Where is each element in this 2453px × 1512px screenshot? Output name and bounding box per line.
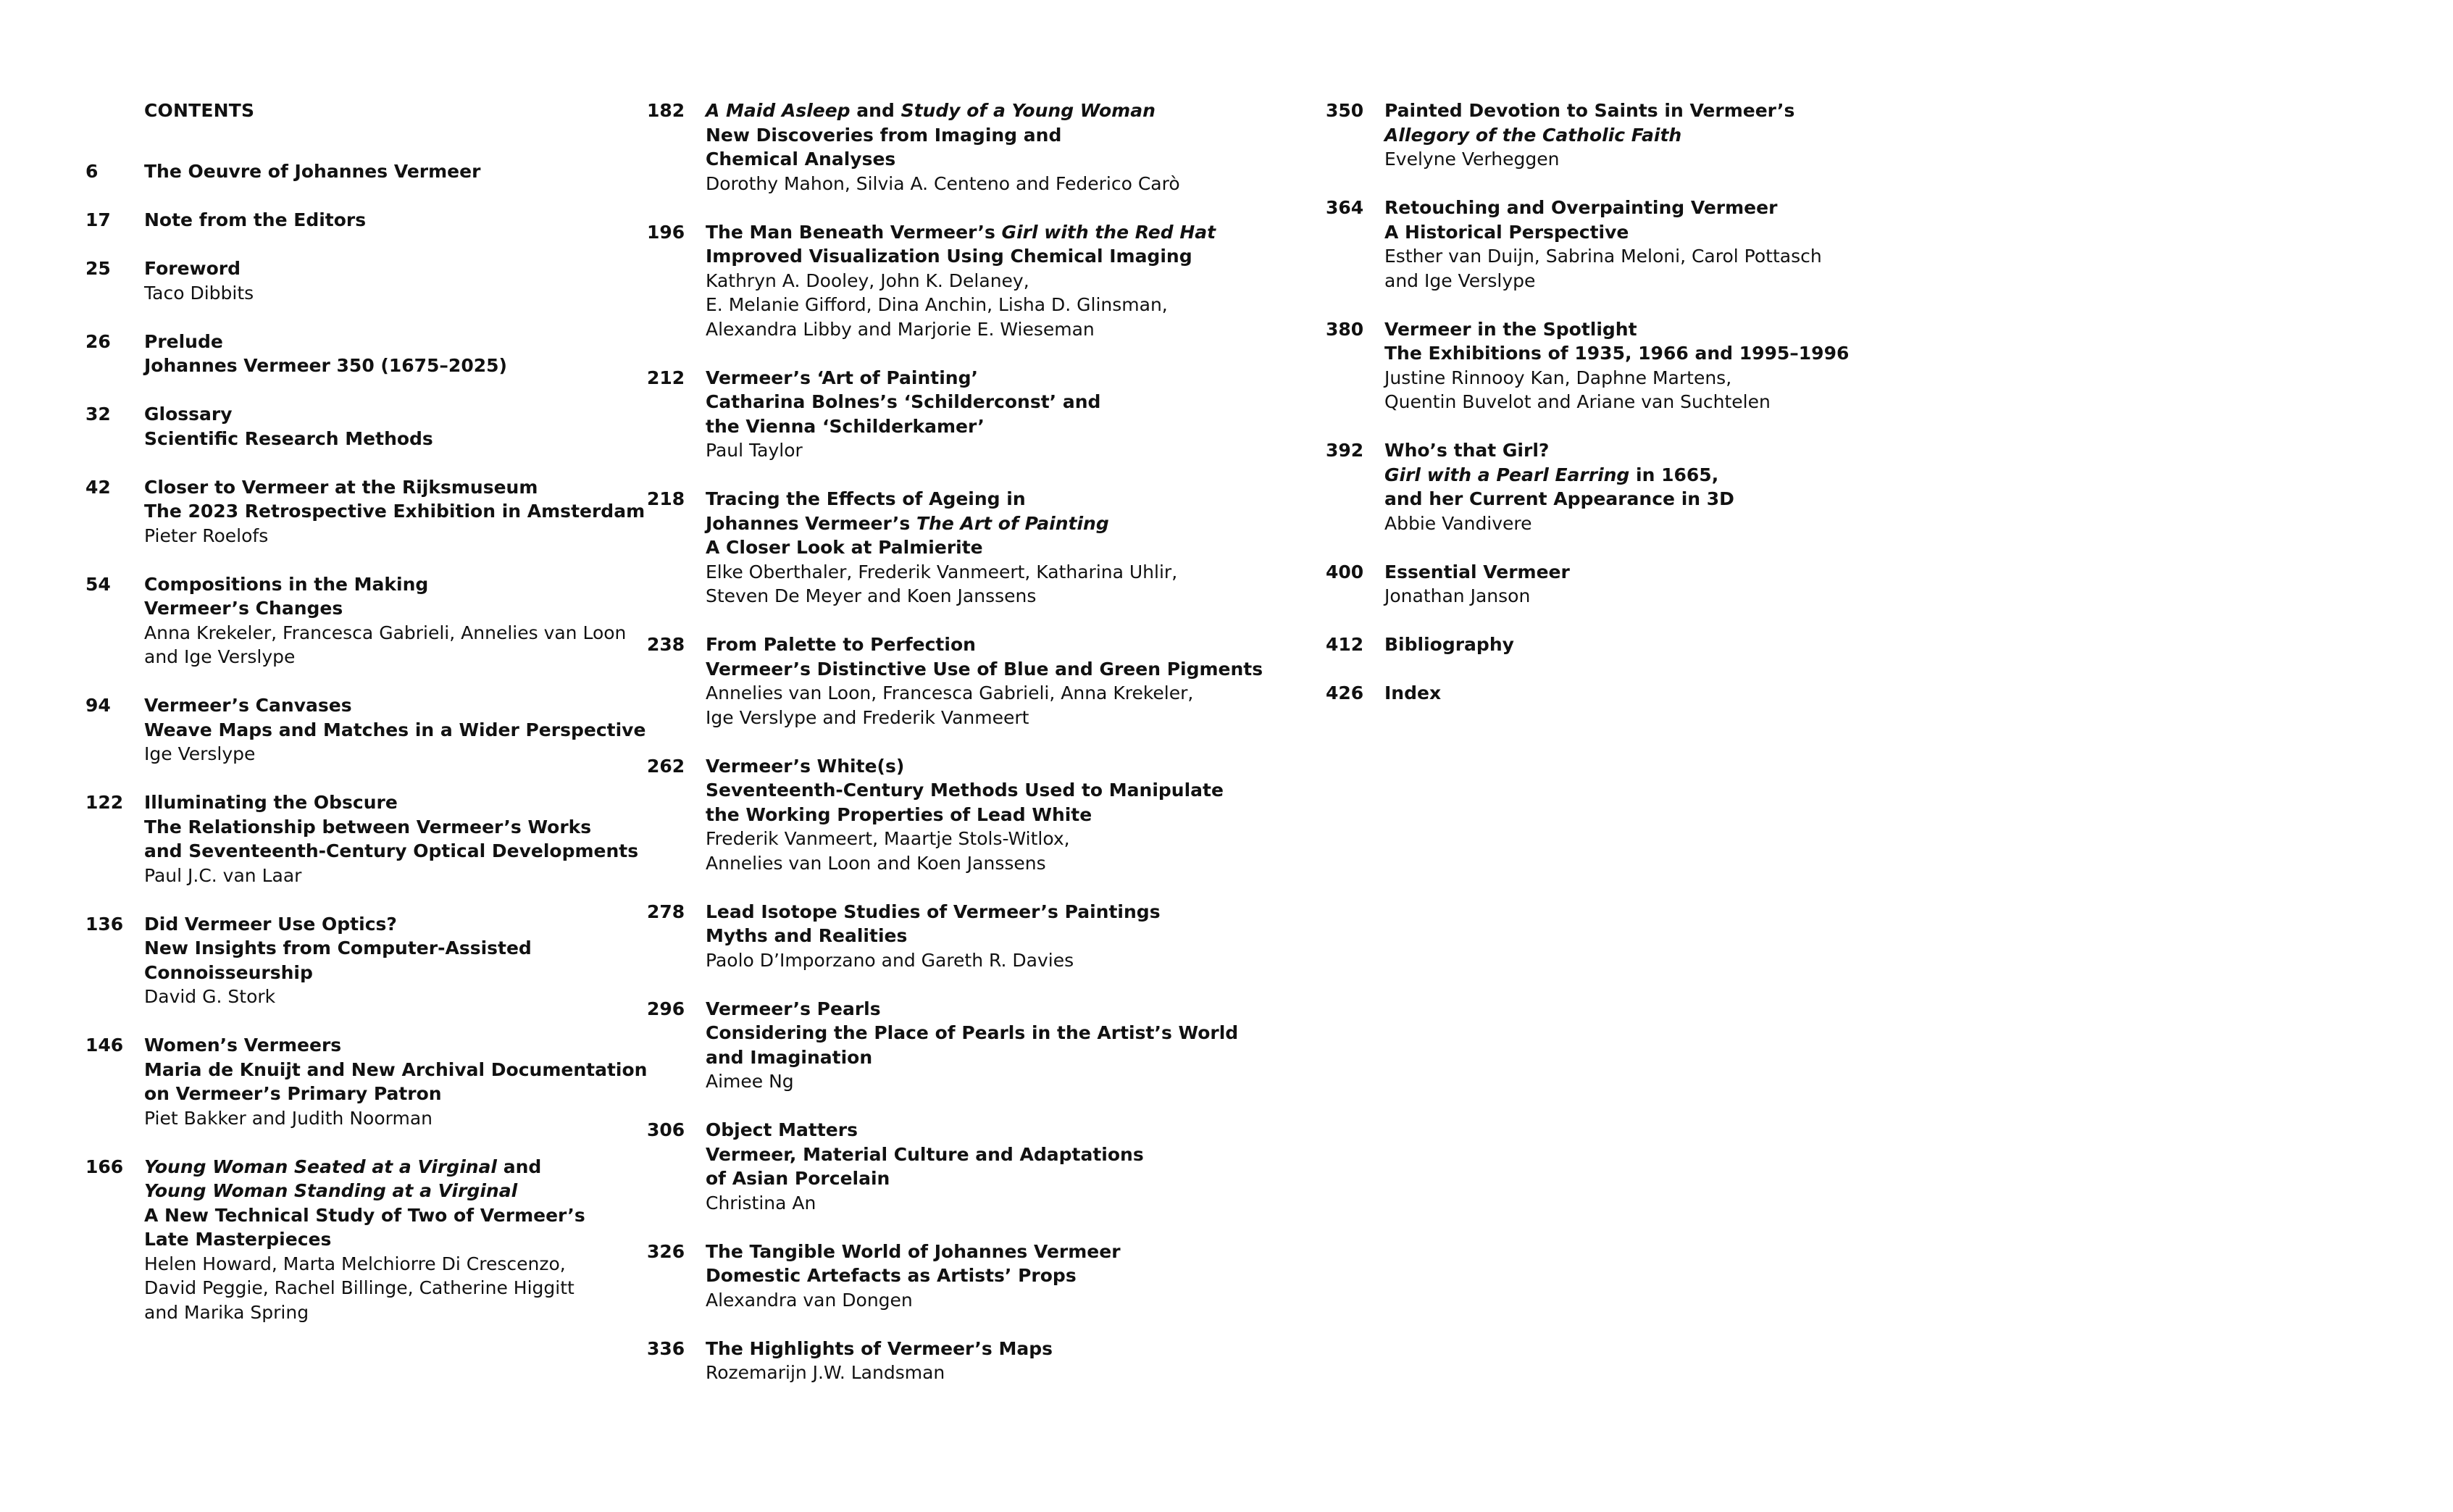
- toc-page-number: 238: [647, 634, 685, 655]
- toc-author-line: [144, 281, 254, 306]
- toc-page-number: 278: [647, 901, 685, 922]
- toc-text: Ige Verslype and Frederik Vanmeert: [706, 706, 1029, 728]
- toc-text: Abbie Vandivere: [1384, 512, 1532, 534]
- toc-author-line: [144, 645, 626, 669]
- toc-title-line: [706, 244, 1216, 269]
- toc-entry-text: [1384, 438, 1734, 535]
- toc-entry-text: [706, 632, 1263, 730]
- toc-title-line: [144, 693, 645, 718]
- toc-title-line: [144, 839, 638, 864]
- toc-page-number: 400: [1326, 561, 1364, 582]
- toc-title-line: [1384, 463, 1734, 488]
- toc-text: Improved Visualization Using Chemical Imaging: [706, 246, 1192, 267]
- toc-text: The Oeuvre of Johannes Vermeer: [144, 161, 481, 182]
- toc-entry-text: [1384, 632, 1514, 657]
- toc-title-line: [144, 256, 254, 281]
- toc-author-line: [706, 1361, 1053, 1385]
- toc-author-line: [144, 1252, 585, 1277]
- toc-text: Dorothy Mahon, Silvia A. Centeno and Federico Carò: [706, 172, 1180, 194]
- toc-entry-text: [144, 693, 645, 767]
- toc-entry-text: [144, 330, 507, 378]
- toc-text: Essential Vermeer: [1384, 561, 1570, 582]
- toc-entry-text: [144, 1155, 585, 1325]
- toc-entry-text: [144, 475, 645, 548]
- toc-entry-text: [144, 1033, 647, 1130]
- toc-entry-text: [706, 487, 1177, 609]
- toc-text: in 1665,: [1629, 464, 1719, 485]
- toc-title-line: [1384, 99, 1794, 123]
- toc-author-line: [706, 1191, 1144, 1216]
- toc-title-line: [706, 997, 1238, 1022]
- toc-text: Christina An: [706, 1192, 816, 1214]
- toc-author-line: [1384, 390, 1849, 414]
- toc-entry-text: [144, 256, 254, 305]
- toc-title-line: [706, 147, 1180, 172]
- toc-title-line: [706, 1118, 1144, 1143]
- toc-author-line: [144, 985, 532, 1009]
- toc-title-line: [706, 900, 1161, 924]
- toc-text: Jonathan Janson: [1384, 585, 1531, 606]
- toc-text: Johannes Vermeer’s: [706, 512, 916, 534]
- toc-author-line: [706, 584, 1177, 609]
- toc-page-number: 296: [647, 998, 685, 1019]
- toc-text: Women’s Vermeers: [144, 1035, 342, 1056]
- toc-page-number: 42: [85, 476, 111, 498]
- toc-text: Domestic Artefacts as Artists’ Props: [706, 1265, 1077, 1286]
- toc-text: and Marika Spring: [144, 1301, 309, 1323]
- toc-text: Myths and Realities: [706, 925, 908, 946]
- toc-text: Painted Devotion to Saints in Vermeer’s: [1384, 100, 1795, 121]
- toc-author-line: [1384, 584, 1570, 609]
- toc-page-number: 212: [647, 367, 685, 388]
- toc-author-line: [144, 742, 645, 767]
- toc-title-line: [144, 572, 626, 597]
- toc-text: Weave Maps and Matches in a Wider Perspective: [144, 719, 646, 740]
- toc-author-line: [706, 438, 1100, 463]
- toc-text: Evelyne Verheggen: [1384, 149, 1560, 170]
- toc-text: Paul J.C. van Laar: [144, 864, 302, 886]
- toc-page-number: 392: [1326, 440, 1364, 461]
- toc-title-line: [144, 475, 645, 500]
- toc-page-number: 218: [647, 488, 685, 509]
- toc-text: Chemical Analyses: [706, 149, 896, 170]
- toc-author-line: [706, 560, 1177, 585]
- toc-text: Lead Isotope Studies of Vermeer’s Paintings: [706, 901, 1161, 922]
- toc-title-line: [706, 99, 1180, 123]
- toc-author-line: [1384, 269, 1822, 293]
- toc-text: and Ige Verslype: [1384, 270, 1536, 291]
- toc-entry-text: [706, 900, 1161, 973]
- toc-text: The Relationship between Vermeer’s Works: [144, 816, 592, 838]
- toc-title-line: [1384, 632, 1514, 657]
- toc-title-line: [706, 1240, 1121, 1264]
- toc-text: Prelude: [144, 330, 223, 352]
- toc-author-line: [706, 827, 1224, 851]
- toc-text: Note from the Editors: [144, 209, 367, 230]
- toc-title-line: [144, 961, 532, 985]
- toc-author-line: [144, 1276, 585, 1300]
- italic-work-title: Young Woman Standing at a Virginal: [144, 1180, 518, 1201]
- toc-author-line: [706, 269, 1216, 293]
- toc-author-line: [144, 1106, 647, 1131]
- toc-text: Elke Oberthaler, Frederik Vanmeert, Katharina Uhlir,: [706, 561, 1178, 582]
- toc-entry-text: [706, 1118, 1144, 1215]
- toc-author-line: [1384, 366, 1849, 390]
- toc-text: Pieter Roelofs: [144, 525, 269, 546]
- toc-title-line: [144, 1179, 585, 1203]
- toc-text: Foreword: [144, 258, 241, 279]
- toc-text: Paul Taylor: [706, 440, 803, 461]
- toc-page-number: 17: [85, 209, 111, 230]
- toc-author-line: [706, 172, 1180, 196]
- toc-title-line: [144, 1203, 585, 1228]
- toc-text: and Ige Verslype: [144, 646, 296, 667]
- toc-title-line: [706, 220, 1216, 245]
- toc-text: A Closer Look at Palmierite: [706, 537, 983, 558]
- toc-text: Connoisseurship: [144, 961, 313, 983]
- toc-title-line: [144, 596, 626, 621]
- toc-text: and Imagination: [706, 1046, 873, 1068]
- toc-page-number: 136: [85, 913, 124, 935]
- italic-work-title: A Maid Asleep: [706, 100, 851, 121]
- toc-title-line: [706, 1337, 1053, 1361]
- toc-entry-text: [144, 572, 626, 669]
- toc-text: David G. Stork: [144, 986, 276, 1007]
- toc-entry-text: [706, 1240, 1121, 1313]
- toc-title-line: [144, 330, 507, 354]
- toc-title-line: [144, 815, 638, 840]
- toc-title-line: [1384, 487, 1734, 511]
- toc-title-line: [144, 402, 433, 427]
- toc-text: Alexandra Libby and Marjorie E. Wieseman: [706, 318, 1095, 340]
- toc-page-number: 412: [1326, 634, 1364, 655]
- toc-page-number: 364: [1326, 197, 1364, 218]
- toc-page-number: 196: [647, 221, 685, 243]
- toc-text: Vermeer in the Spotlight: [1384, 318, 1637, 340]
- toc-title-line: [706, 487, 1177, 511]
- toc-text: Justine Rinnooy Kan, Daphne Martens,: [1384, 367, 1732, 388]
- toc-text: Retouching and Overpainting Vermeer: [1384, 197, 1778, 218]
- toc-page-number: 262: [647, 755, 685, 777]
- toc-text: Alexandra van Dongen: [706, 1289, 913, 1311]
- toc-page-number: 336: [647, 1337, 685, 1359]
- toc-title-line: [1384, 317, 1849, 342]
- toc-text: of Asian Porcelain: [706, 1168, 890, 1189]
- toc-title-line: [144, 499, 645, 524]
- toc-title-line: [144, 427, 433, 451]
- toc-text: A Historical Perspective: [1384, 221, 1629, 243]
- toc-text: Johannes Vermeer 350 (1675–2025): [144, 355, 507, 376]
- toc-title-line: [1384, 560, 1570, 585]
- toc-text: The Man Beneath Vermeer’s: [706, 221, 1002, 243]
- toc-text: Rozemarijn J.W. Landsman: [706, 1362, 945, 1383]
- toc-title-line: [144, 208, 366, 233]
- toc-text: E. Melanie Gifford, Dina Anchin, Lisha D. Glinsman,: [706, 294, 1168, 315]
- toc-page-number: 6: [85, 161, 99, 182]
- toc-page-number: 182: [647, 100, 685, 121]
- toc-text: Annelies van Loon and Koen Janssens: [706, 852, 1046, 874]
- toc-title-line: [1384, 220, 1822, 245]
- toc-text: Taco Dibbits: [144, 282, 254, 304]
- toc-text: Considering the Place of Pearls in the Artist’s World: [706, 1022, 1239, 1043]
- italic-work-title: Young Woman Seated at a Virginal: [144, 1156, 497, 1177]
- toc-title-line: [706, 414, 1100, 439]
- toc-text: Closer to Vermeer at the Rijksmuseum: [144, 476, 538, 498]
- toc-text: Vermeer’s Changes: [144, 598, 343, 619]
- toc-text: Maria de Knuijt and New Archival Documentation: [144, 1058, 648, 1080]
- toc-page-number: 426: [1326, 682, 1364, 703]
- toc-title-line: [706, 366, 1100, 390]
- toc-title-line: [144, 1033, 647, 1058]
- toc-text: Late Masterpieces: [144, 1229, 332, 1250]
- toc-text: Piet Bakker and Judith Noorman: [144, 1107, 432, 1129]
- italic-work-title: Allegory of the Catholic Faith: [1384, 124, 1682, 146]
- toc-text: and: [497, 1156, 542, 1177]
- toc-text: New Insights from Computer-Assisted: [144, 937, 532, 958]
- toc-text: Seventeenth-Century Methods Used to Manipulate: [706, 780, 1224, 801]
- toc-text: Ige Verslype: [144, 743, 256, 764]
- toc-text: Illuminating the Obscure: [144, 792, 398, 813]
- toc-page-number: 25: [85, 258, 111, 279]
- toc-text: Compositions in the Making: [144, 573, 429, 595]
- toc-text: Aimee Ng: [706, 1071, 794, 1092]
- toc-title-line: [144, 354, 507, 378]
- toc-title-line: [144, 718, 645, 743]
- toc-title-line: [144, 790, 638, 815]
- toc-text: Did Vermeer Use Optics?: [144, 913, 397, 935]
- toc-text: Esther van Duijn, Sabrina Meloni, Carol Pottasch: [1384, 246, 1822, 267]
- toc-text: on Vermeer’s Primary Patron: [144, 1083, 442, 1104]
- toc-author-line: [706, 1288, 1121, 1313]
- toc-entry-text: [706, 997, 1238, 1094]
- toc-text: the Working Properties of Lead White: [706, 803, 1092, 825]
- toc-author-line: [144, 524, 645, 548]
- toc-author-line: [144, 864, 638, 888]
- toc-author-line: [706, 1069, 1238, 1094]
- toc-text: and her Current Appearance in 3D: [1384, 488, 1734, 509]
- toc-title-line: [144, 936, 532, 961]
- toc-title-line: [706, 535, 1177, 560]
- toc-page-number: 326: [647, 1240, 685, 1262]
- toc-author-line: [1384, 244, 1822, 269]
- toc-title-line: [706, 803, 1224, 827]
- toc-title-line: [706, 657, 1263, 682]
- toc-title-line: [706, 1045, 1238, 1070]
- toc-text: Anna Krekeler, Francesca Gabrieli, Annelies van Loon: [144, 622, 627, 643]
- toc-entry-text: [1384, 99, 1794, 172]
- toc-text: Vermeer, Material Culture and Adaptations: [706, 1143, 1144, 1165]
- toc-page-number: 94: [85, 695, 111, 716]
- toc-text: Vermeer’s White(s): [706, 755, 905, 777]
- toc-author-line: [706, 706, 1263, 730]
- toc-title-line: [706, 1264, 1121, 1288]
- toc-page-number: 32: [85, 404, 111, 425]
- toc-page-number: 380: [1326, 318, 1364, 340]
- toc-title-line: [706, 754, 1224, 779]
- toc-text: Who’s that Girl?: [1384, 440, 1550, 461]
- toc-title-line: [144, 1082, 647, 1106]
- toc-entry-text: [144, 208, 366, 233]
- toc-page-number: 26: [85, 330, 111, 352]
- toc-page-number: 350: [1326, 100, 1364, 121]
- toc-title-line: [706, 1021, 1238, 1045]
- toc-text: Kathryn A. Dooley, John K. Delaney,: [706, 270, 1029, 291]
- toc-page-number: 122: [85, 792, 124, 813]
- toc-text: Vermeer’s Distinctive Use of Blue and Green Pigments: [706, 658, 1263, 680]
- italic-work-title: The Art of Painting: [916, 512, 1109, 534]
- italic-work-title: Girl with a Pearl Earring: [1384, 464, 1630, 485]
- toc-text: Steven De Meyer and Koen Janssens: [706, 585, 1037, 606]
- toc-author-line: [1384, 511, 1734, 536]
- toc-author-line: [706, 293, 1216, 317]
- toc-entry-text: [144, 402, 433, 451]
- toc-entry-text: [706, 99, 1180, 196]
- toc-text: the Vienna ‘Schilderkamer’: [706, 415, 985, 437]
- toc-text: The 2023 Retrospective Exhibition in Amsterdam: [144, 501, 645, 522]
- toc-text: David Peggie, Rachel Billinge, Catherine Higgitt: [144, 1277, 574, 1298]
- toc-title-line: [1384, 341, 1849, 366]
- toc-title-line: [706, 924, 1161, 948]
- toc-entry-text: [706, 754, 1224, 876]
- toc-author-line: [1384, 147, 1794, 172]
- toc-text: Tracing the Effects of Ageing in: [706, 488, 1026, 509]
- toc-text: Scientific Research Methods: [144, 427, 433, 449]
- toc-entry-text: [1384, 196, 1822, 293]
- toc-title-line: [706, 778, 1224, 803]
- toc-text: Object Matters: [706, 1119, 858, 1140]
- toc-author-line: [706, 851, 1224, 876]
- toc-title-line: [706, 1143, 1144, 1167]
- toc-text: and: [850, 100, 901, 121]
- contents-heading: CONTENTS: [144, 100, 255, 121]
- italic-work-title: Study of a Young Woman: [900, 100, 1156, 121]
- toc-title-line: [144, 1155, 585, 1179]
- toc-text: New Discoveries from Imaging and: [706, 124, 1062, 146]
- toc-author-line: [144, 621, 626, 646]
- toc-text: Vermeer’s Pearls: [706, 998, 881, 1019]
- toc-text: Vermeer’s Canvases: [144, 695, 352, 716]
- toc-entry-text: [706, 220, 1216, 342]
- toc-text: A New Technical Study of Two of Vermeer’s: [144, 1204, 585, 1226]
- toc-page-number: 306: [647, 1119, 685, 1140]
- toc-author-line: [706, 681, 1263, 706]
- toc-entry-text: [144, 790, 638, 887]
- toc-title-line: [1384, 681, 1441, 706]
- toc-title-line: [144, 912, 532, 937]
- toc-title-line: [1384, 123, 1794, 148]
- toc-title-line: [1384, 438, 1734, 463]
- toc-entry-text: [1384, 560, 1570, 609]
- toc-author-line: [144, 1300, 585, 1325]
- toc-title-line: [706, 1166, 1144, 1191]
- toc-page-number: 54: [85, 573, 111, 595]
- toc-author-line: [706, 317, 1216, 342]
- toc-title-line: [144, 1227, 585, 1252]
- toc-text: The Highlights of Vermeer’s Maps: [706, 1337, 1053, 1359]
- toc-entry-text: [144, 912, 532, 1009]
- toc-text: Glossary: [144, 404, 233, 425]
- toc-text: The Tangible World of Johannes Vermeer: [706, 1240, 1121, 1262]
- toc-title-line: [706, 123, 1180, 148]
- toc-title-line: [706, 390, 1100, 414]
- toc-title-line: [144, 1058, 647, 1082]
- toc-text: Paolo D’Imporzano and Gareth R. Davies: [706, 949, 1074, 971]
- toc-entry-text: [706, 1337, 1053, 1385]
- toc-text: Index: [1384, 682, 1442, 703]
- toc-text: Helen Howard, Marta Melchiorre Di Crescenzo,: [144, 1253, 566, 1274]
- toc-entry-text: [1384, 317, 1849, 414]
- toc-title-line: [706, 511, 1177, 536]
- toc-title-line: [706, 632, 1263, 657]
- toc-title-line: [1384, 196, 1822, 220]
- toc-text: Catharina Bolnes’s ‘Schilderconst’ and: [706, 391, 1101, 412]
- toc-text: Quentin Buvelot and Ariane van Suchtelen: [1384, 391, 1771, 412]
- toc-text: The Exhibitions of 1935, 1966 and 1995–1996: [1384, 343, 1850, 364]
- toc-text: Bibliography: [1384, 634, 1514, 655]
- toc-author-line: [706, 948, 1161, 973]
- toc-text: and Seventeenth-Century Optical Developments: [144, 840, 639, 861]
- toc-text: Annelies van Loon, Francesca Gabrieli, Anna Krekeler,: [706, 682, 1194, 703]
- toc-page-number: 166: [85, 1156, 124, 1177]
- toc-entry-text: [706, 366, 1100, 463]
- toc-text: Vermeer’s ‘Art of Painting’: [706, 367, 979, 388]
- italic-work-title: Girl with the Red Hat: [1001, 221, 1216, 243]
- toc-title-line: [144, 159, 480, 184]
- toc-text: From Palette to Perfection: [706, 634, 976, 655]
- toc-entry-text: [1384, 681, 1441, 706]
- toc-page-number: 146: [85, 1035, 124, 1056]
- toc-text: Frederik Vanmeert, Maartje Stols-Witlox,: [706, 828, 1070, 849]
- toc-entry-text: [144, 159, 480, 184]
